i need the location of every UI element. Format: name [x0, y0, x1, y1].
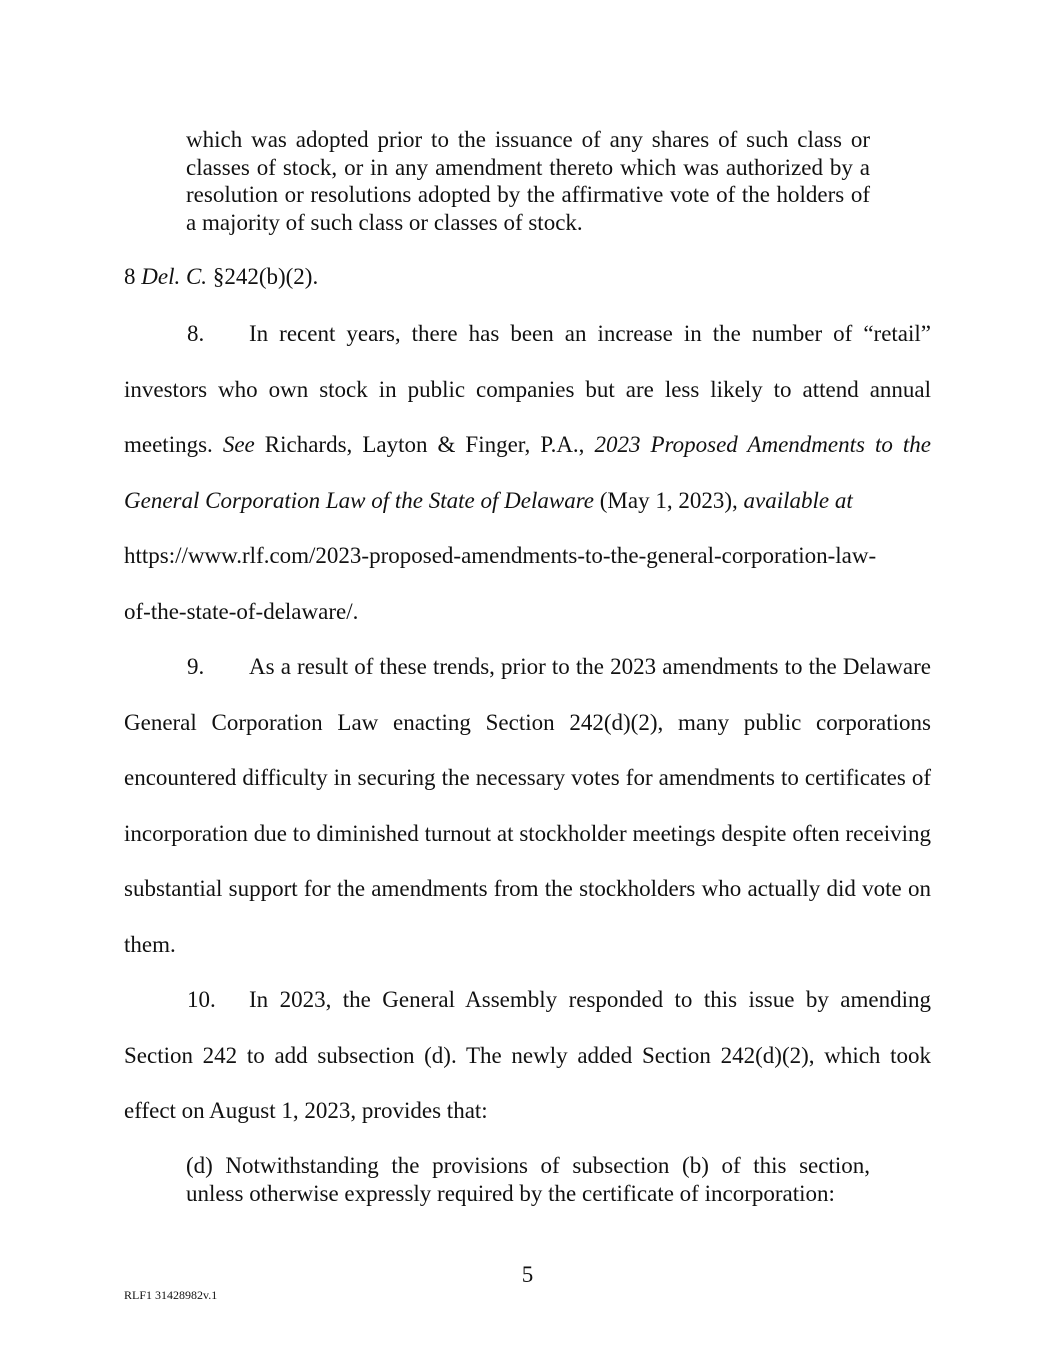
- paragraph-8-text: In recent years, there has been an increase in the number of “retail” investors who own stock in public companies but are less likely to attend annual meetings.: [124, 321, 931, 457]
- block-quote-top-text: which was adopted prior to the issuance of any shares of such class or classes of stock, or in any amendment thereto which was authorized by a resolution or resolutions adopted by the affirmative vote of the holders of a majority of such class or classes of stock.: [186, 127, 870, 235]
- document-id: RLF1 31428982v.1: [124, 1288, 218, 1302]
- source-date: (May 1, 2023),: [594, 487, 744, 513]
- citation-section: §242(b)(2).: [212, 264, 319, 289]
- citation-number: 8: [124, 264, 136, 289]
- statute-citation: [124, 262, 318, 292]
- paragraph-number: 9.: [187, 654, 205, 679]
- citation-italic: Del. C.: [141, 264, 208, 289]
- paragraph-9-text: As a result of these trends, prior to the 2023 amendments to the Delaware General Corporation Law enacting Section 242(d)(2), many public corporations encountered difficulty in securing the necessary votes for amendments to certificates of incorporation due to diminished turnout at stockholder meetings despite often receiving substantial support for the amendments from the stockholders who actually did vote on them.: [124, 654, 931, 957]
- source-title: 2023 Proposed Amendments to the General Corporation Law of the State of Delaware: [124, 432, 931, 513]
- paragraph-10-text: In 2023, the General Assembly responded to this issue by amending Section 242 to add subsection (d). The newly added Section 242(d)(2), which took effect on August 1, 2023, provides that:: [124, 987, 931, 1123]
- paragraph-number: 10.: [187, 987, 216, 1012]
- paragraph-9: [124, 639, 931, 972]
- block-quote-bottom: [186, 1152, 870, 1207]
- page-number: 5: [521, 1262, 534, 1287]
- block-quote-bottom-text: (d) Notwithstanding the provisions of subsection (b) of this section, unless otherwise expressly required by the certificate of incorporation:: [186, 1153, 870, 1206]
- block-quote-top: [186, 126, 870, 236]
- paragraph-10: [124, 972, 931, 1139]
- source-author: Richards, Layton & Finger, P.A.,: [254, 432, 595, 457]
- paragraph-number: 8.: [187, 321, 205, 346]
- available-at: available at: [743, 487, 853, 513]
- source-url-line-2[interactable]: of-the-state-of-delaware/.: [124, 598, 359, 624]
- paragraph-8: [124, 306, 931, 639]
- source-url-line-1[interactable]: https://www.rlf.com/2023-proposed-amendments-to-the-general-corporation-law-: [124, 543, 877, 568]
- see-signal: See: [222, 432, 255, 457]
